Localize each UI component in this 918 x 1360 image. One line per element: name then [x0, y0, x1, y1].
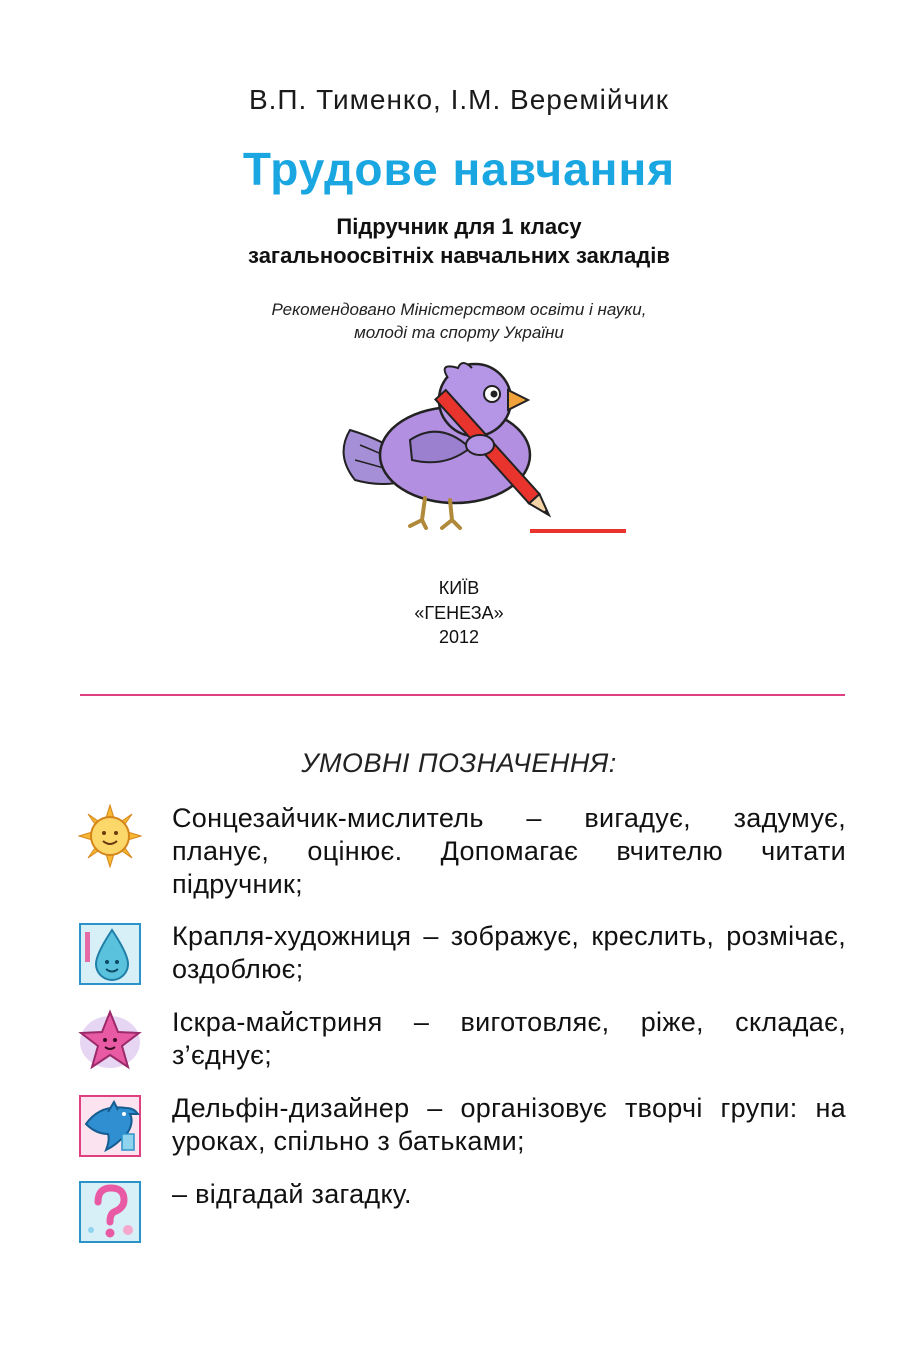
publisher-city: КИЇВ	[438, 578, 480, 598]
publisher-name: «ГЕНЕЗА»	[414, 603, 504, 623]
book-title: Трудове навчання	[242, 143, 676, 195]
recommendation-line-2: молоді та спорту України	[354, 323, 564, 342]
subtitle-line-1: Підручник для 1 класу	[336, 214, 582, 239]
recommendation-line-1: Рекомендовано Міністерством освіти і науки,	[271, 300, 647, 319]
star-icon	[78, 1008, 142, 1072]
water-drop-icon	[78, 922, 142, 986]
dolphin-icon	[78, 1094, 142, 1158]
bird-with-pencil-icon	[330, 360, 640, 550]
authors: В.П. Тименко, І.М. Веремійчик	[248, 84, 670, 115]
question-mark-icon	[78, 1180, 142, 1244]
divider	[80, 694, 845, 696]
legend-text: – відгадай загадку.	[172, 1179, 412, 1209]
legend-title: УМОВНІ ПОЗНАЧЕННЯ:	[301, 748, 617, 778]
legend-text: Крапля-художниця – зображує, креслить, розмічає, оздоблює;	[172, 921, 846, 984]
legend-text: Іскра-майстриня – виготовляє, ріже, складає, з’єднує;	[172, 1007, 846, 1070]
legend-text: Дельфін-дизайнер – організовує творчі групи: на уроках, спільно з батьками;	[172, 1093, 846, 1156]
publication-year: 2012	[438, 627, 480, 647]
legend-text: Сонцезайчик-мислитель – вигадує, задумує, планує, оцінює. Допомагає вчителю читати підручник;	[172, 803, 846, 899]
sun-icon	[78, 804, 142, 868]
subtitle-line-2: загальноосвітніх навчальних закладів	[248, 243, 670, 268]
